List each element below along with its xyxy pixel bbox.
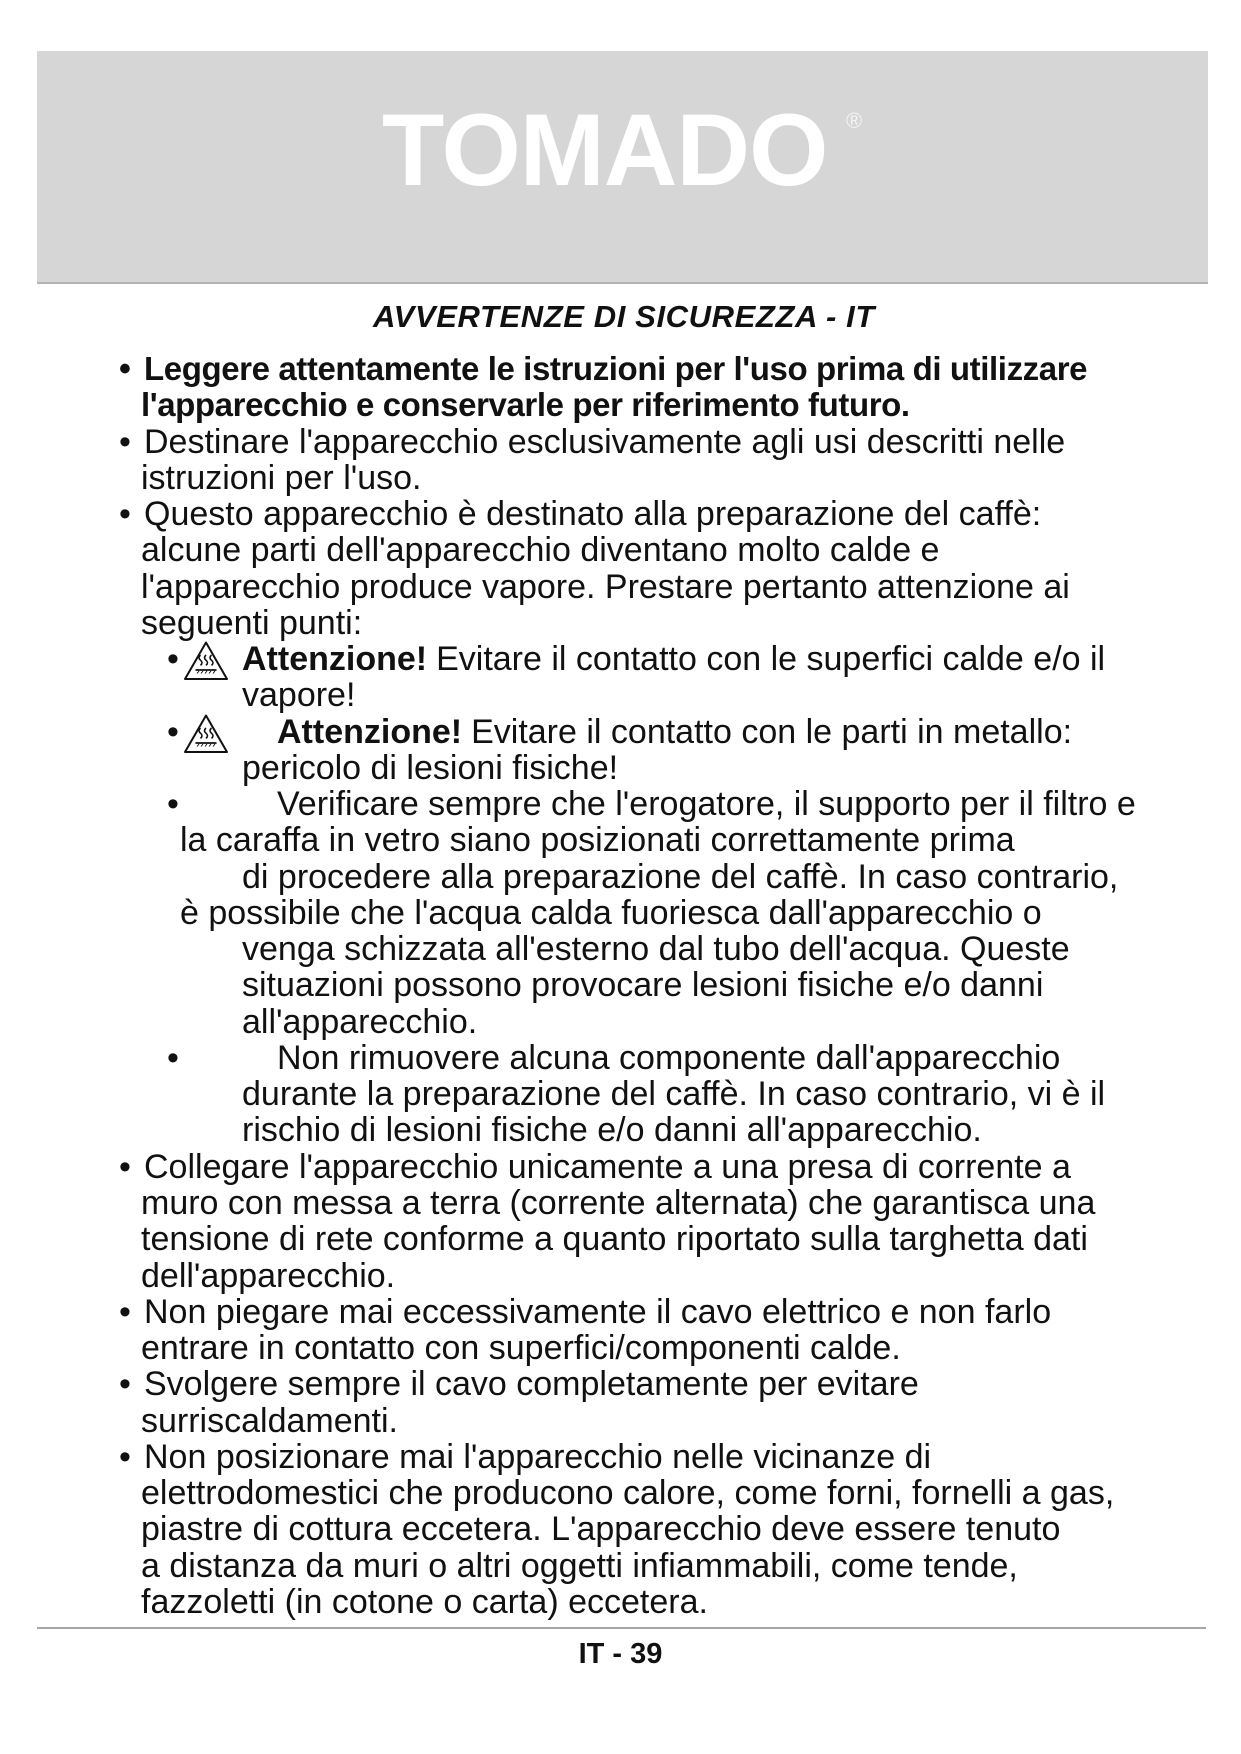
icon-heat-wave [199,728,202,738]
safety-text-line: muro con messa a terra (corrente alternata) che garantisca una [141,1184,1096,1222]
icon-heat-wave [205,655,208,665]
safety-text-line: entrare in contatto con superfici/componenti calde. [141,1329,901,1367]
brand-logo: TOMADO [382,93,828,207]
icon-heat-wave [199,655,202,665]
bullet: • [119,423,131,461]
warning-text: Evitare il contatto con le parti in metallo: [471,713,1073,751]
page-number: IT - 39 [578,1638,663,1670]
warning-text-line [277,714,1072,750]
warning-text-line: venga schizzata all'esterno dal tubo dell'acqua. Queste [242,930,1070,968]
hot-surface-warning-icon [183,713,229,755]
registered-mark: ® [846,108,863,133]
sub-bullet: • [167,640,179,678]
icon-heat-wave [210,728,213,738]
safety-text-line: dell'apparecchio. [141,1257,396,1295]
safety-text-line: surriscaldamenti. [141,1402,398,1440]
bullet: • [119,350,131,388]
safety-text-line: alcune parti dell'apparecchio diventano molto calde e [141,531,940,569]
warning-text-line: all'apparecchio. [242,1003,478,1041]
bullet: • [119,495,131,533]
sub-bullet: • [167,785,179,823]
bullet: • [119,1438,131,1476]
safety-text-line: piastre di cottura eccetera. L'apparecchio deve essere tenuto [141,1510,1061,1548]
warning-text-line: Verificare sempre che l'erogatore, il supporto per il filtro e [277,785,1136,823]
safety-text-line: Destinare l'apparecchio esclusivamente agli usi descritti nelle [144,423,1066,461]
warning-text-line: pericolo di lesioni fisiche! [242,749,619,787]
footer-divider [37,1627,1206,1629]
attention-label: Attenzione! [242,640,428,678]
safety-text-line: Non posizionare mai l'apparecchio nelle vicinanze di [144,1438,932,1476]
warning-text-line [242,641,1105,677]
page-title: AVVERTENZE DI SICUREZZA - IT [373,299,875,334]
safety-text-line: fazzoletti (in cotone o carta) eccetera. [141,1583,708,1621]
attention-label: Attenzione! [277,713,463,751]
safety-text-line: a distanza da muri o altri oggetti infiammabili, come tende, [141,1547,1018,1585]
warning-text-line: Non rimuovere alcuna componente dall'apparecchio [277,1039,1061,1077]
warning-text-line: durante la preparazione del caffè. In caso contrario, vi è il [242,1075,1106,1113]
safety-text-line: Collegare l'apparecchio unicamente a una presa di corrente a [144,1148,1071,1186]
warning-text-line: di procedere alla preparazione del caffè. In caso contrario, [242,858,1119,896]
safety-text-line: istruzioni per l'uso. [141,459,422,497]
sub-bullet: • [167,1039,179,1077]
sub-bullet: • [167,713,179,751]
warning-text-line: è possibile che l'acqua calda fuoriesca dall'apparecchio o [180,894,1042,932]
icon-surface-hatch [197,744,215,747]
safety-text-line: Non piegare mai eccessivamente il cavo elettrico e non farlo [144,1293,1052,1331]
bullet: • [119,1365,131,1403]
warning-text-line: situazioni possono provocare lesioni fisiche e/o danni [242,966,1044,1004]
safety-text-line: l'apparecchio e conservarle per riferimento futuro. [141,386,910,423]
warning-text-line: la caraffa in vetro siano posizionati correttamente prima [180,821,1015,859]
safety-text-line: seguenti punti: [141,604,363,642]
icon-heat-wave [205,728,208,738]
safety-text-line: elettrodomestici che producono calore, come forni, fornelli a gas, [141,1474,1115,1512]
bullet: • [119,1148,131,1186]
safety-text-line: Leggere attentamente le istruzioni per l'uso prima di utilizzare [144,350,1088,387]
warning-text: Evitare il contatto con le superfici calde e/o il [436,640,1106,678]
warning-text-line: vapore! [242,676,356,714]
warning-text-line: rischio di lesioni fisiche e/o danni all'apparecchio. [242,1111,982,1149]
safety-text-line: tensione di rete conforme a quanto riportato sulla targhetta dati [141,1220,1088,1258]
safety-text-line: Svolgere sempre il cavo completamente per evitare [144,1365,919,1403]
icon-heat-wave [210,655,213,665]
hot-surface-warning-icon [183,640,229,682]
icon-surface-hatch [197,671,215,674]
safety-text-line: l'apparecchio produce vapore. Prestare pertanto attenzione ai [141,568,1070,606]
bullet: • [119,1293,131,1331]
safety-text-line: Questo apparecchio è destinato alla preparazione del caffè: [144,495,1042,533]
